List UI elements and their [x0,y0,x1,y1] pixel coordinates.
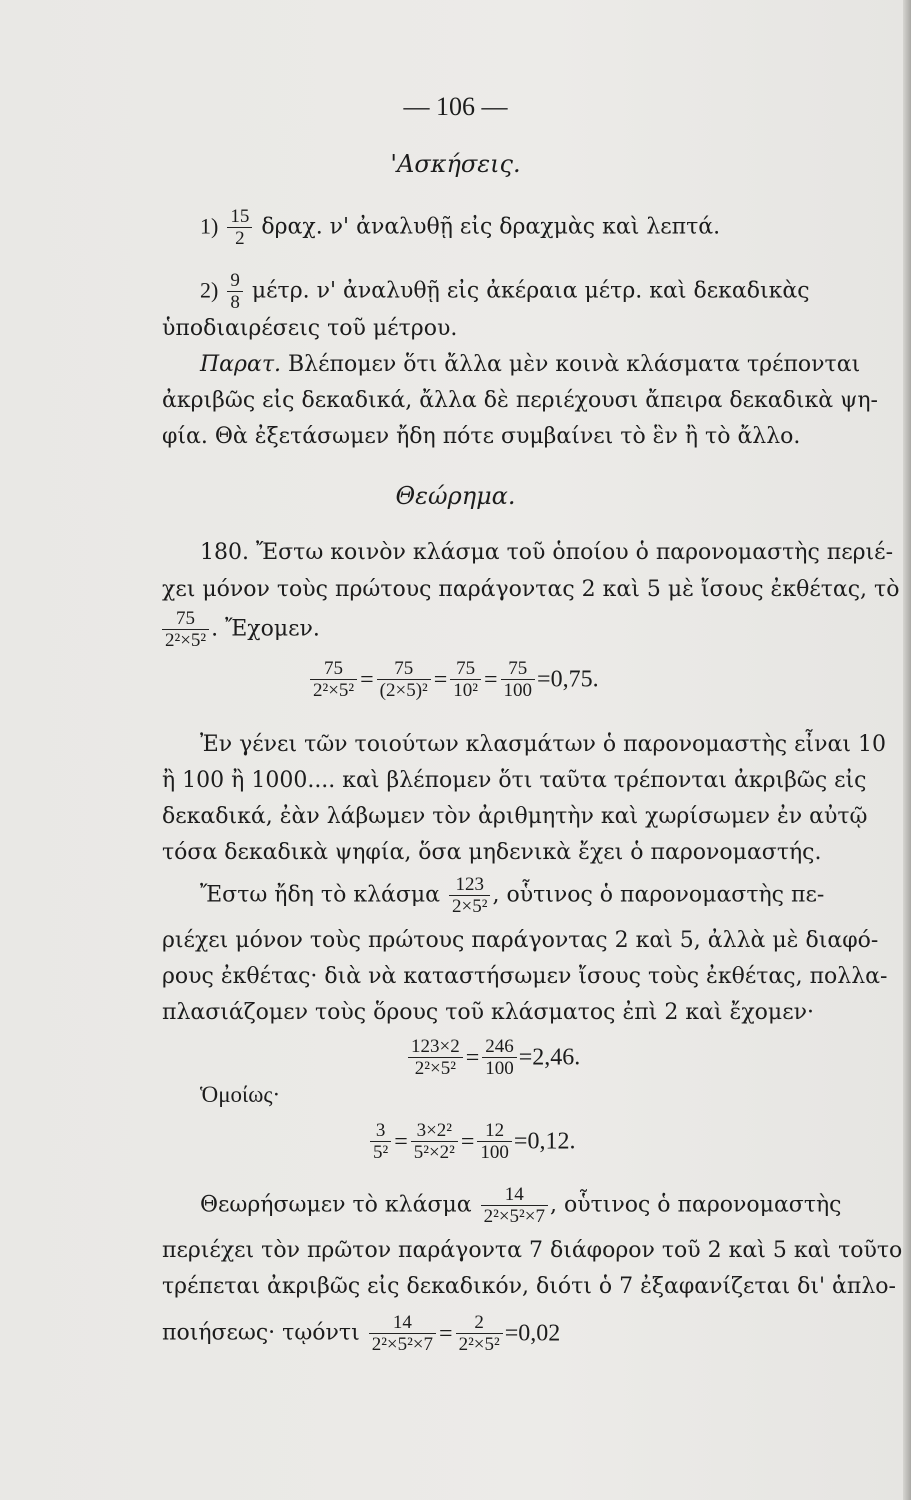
para3-fraction: $\frac{123}{\text{2×5²}}$ [449,874,490,917]
para4-line-4: ποιήσεως· τῳόντι $\frac{14}{\text{2²×5²×7}}$ = $\frac{2}{\text{2²×5²}}$ =0,02 [162,1312,561,1355]
para3-line-1: Ἔστω ἤδη τὸ κλάσμα $\frac{123}{\text{2×5²}}$ , οὗτινος ὁ παρονομαστὴς πε- [200,874,825,917]
para2-line-3: δεκαδικά, ἐὰν λάβωμεν τὸν ἀριθμητὴν καὶ χωρίσωμεν ἐν αὐτῷ [162,804,868,829]
eq4-fraction-b: $\frac{2}{\text{2²×5²}}$ [456,1312,503,1355]
exercise-2-number: 2) [200,277,219,303]
exercise-1-number: 1) [200,213,219,239]
eq2-fraction-b: $\frac{246}{100}$ [482,1036,517,1079]
exercise-1-text: δραχ. ν' ἀναλυθῇ εἰς δραχμὰς καὶ λεπτά. [261,214,721,240]
eq2-fraction-a: $\frac{123\times 2}{\text{2²×5²}}$ [408,1036,463,1079]
exercise-2-text-line-2: ὑποδιαιρέσεις τοῦ μέτρου. [162,316,458,341]
eq1-fraction-b: $\frac{75}{\text{(2×5)²}}$ [377,658,431,701]
page-number: — 106 — [403,92,508,121]
eq3-fraction-a: $\frac{3}{\text{5²}}$ [370,1120,391,1163]
eq3-fraction-c: $\frac{12}{100}$ [477,1120,512,1163]
exercise-1 [200,206,720,249]
exercise-2-fraction: $\frac{9}{8}$ [227,270,243,313]
equation-3: $\frac{3}{\text{5²}}$ = $\frac{\text{3×2²}}{\text{5²×2²}}$ = $\frac{12}{100}$ =0,12. [368,1120,575,1163]
para3-line-3: ρους ἐκθέτας· διὰ νὰ καταστήσωμεν ἴσους τοὺς ἐκθέτας, πολλα- [162,964,888,989]
remark-line-2: ἀκριβῶς εἰς δεκαδικά, ἄλλα δὲ περιέχουσι ἄπειρα δεκαδικὰ ψη- [162,388,878,413]
remark-label: Παρατ. [200,352,281,377]
remark-line-3: φία. Θὰ ἐξετάσωμεν ἤδη πότε συμβαίνει τὸ ἓν ἢ τὸ ἄλλο. [162,424,801,449]
eq3-fraction-b: $\frac{\text{3×2²}}{\text{5²×2²}}$ [411,1120,458,1163]
eq3-result: =0,12. [513,1128,576,1155]
page-edge-shadow [903,0,911,1500]
theorem-fraction: $\frac{75}{\text{2²×5²}}$ [162,608,209,651]
exercise-2-text-line-1: μέτρ. ν' ἀναλυθῇ εἰς ἀκέραια μέτρ. καὶ δεκαδικὰς [251,278,810,304]
similarly-label: Ὁμοίως· [200,1082,281,1107]
para2-line-4: τόσα δεκαδικὰ ψηφία, ὅσα μηδενικὰ ἔχει ὁ παρονομαστής. [162,840,822,865]
para2-line-1: Ἐν γένει τῶν τοιούτων κλασμάτων ὁ παρονομαστὴς εἶναι 10 [200,732,886,757]
exercises-heading: 'Ασκήσεις. [390,150,521,178]
equation-1: $\frac{75}{\text{2²×5²}}$ = $\frac{75}{\text{(2×5)²}}$ = $\frac{75}{\text{10²}}$ = $\frac{75}{100}$ =0,75. [308,658,599,701]
para4-line-3: τρέπεται ἀκριβῶς εἰς δεκαδικόν, διότι ὁ 7 ἐξαφανίζεται δι' ἁπλο- [162,1274,896,1299]
para2-line-2: ἢ 100 ἢ 1000.... καὶ βλέπομεν ὅτι ταῦτα τρέπονται ἀκριβῶς εἰς [162,768,867,793]
para4-line-1: Θεωρήσωμεν τὸ κλάσμα $\frac{14}{\text{2²×5²×7}}$ , οὗτινος ὁ παρονομαστὴς [200,1184,842,1227]
eq4-fraction-a: $\frac{14}{\text{2²×5²×7}}$ [369,1312,436,1355]
para3-line-4: πλασιάζομεν τοὺς ὅρους τοῦ κλάσματος ἐπὶ 2 καὶ ἔχομεν· [162,1000,814,1025]
equation-2: $\frac{123\times 2}{\text{2²×5²}}$ = $\frac{246}{100}$ =2,46. [406,1036,580,1079]
theorem-line-3: $\frac{75}{\text{2²×5²}}$ . Ἔχομεν. [160,608,320,651]
theorem-line-1: 180. Ἔστω κοινὸν κλάσμα τοῦ ὁποίου ὁ παρονομαστὴς περιέ- [200,540,894,565]
eq2-result: =2,46. [518,1044,581,1071]
para4-line-2: περιέχει τὸν πρῶτον παράγοντα 7 διάφορον τοῦ 2 καὶ 5 καὶ τοῦτο [162,1238,903,1263]
eq1-fraction-c: $\frac{75}{\text{10²}}$ [450,658,481,701]
exercise-2 [200,270,810,313]
para3-line-2: ριέχει μόνον τοὺς πρώτους παράγοντας 2 καὶ 5, ἀλλὰ μὲ διαφό- [162,928,879,953]
theorem-line-2: χει μόνον τοὺς πρώτους παράγοντας 2 καὶ 5 μὲ ἴσους ἐκθέτας, τὸ [162,577,900,602]
remark-line-1: Παρατ. Βλέπομεν ὅτι ἄλλα μὲν κοινὰ κλάσματα τρέπονται [200,352,861,377]
theorem-heading: Θεώρημα. [395,482,516,510]
eq1-fraction-a: $\frac{75}{\text{2²×5²}}$ [310,658,357,701]
eq1-result: =0,75. [537,666,599,693]
para4-fraction: $\frac{14}{\text{2²×5²×7}}$ [481,1184,548,1227]
eq4-result: =0,02 [504,1320,561,1347]
eq1-fraction-d: $\frac{75}{100}$ [501,658,536,701]
exercise-1-fraction: $\frac{15}{2}$ [227,206,252,249]
